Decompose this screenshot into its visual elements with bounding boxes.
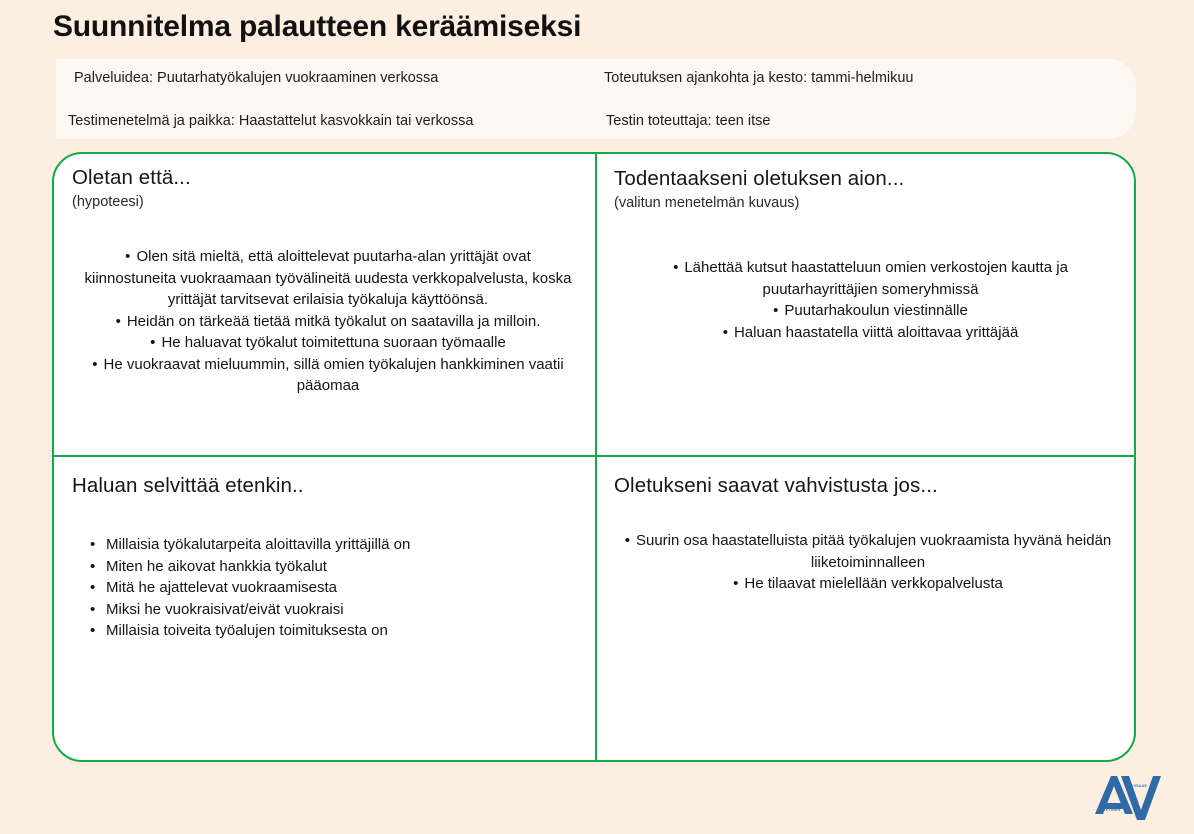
method-list (618, 257, 1123, 343)
list-item-text: Miksi he vuokraisivat/eivät vuokraisi (106, 600, 344, 618)
quadrant-hypothesis[interactable] (54, 154, 595, 455)
quadrant-questions[interactable] (54, 456, 595, 760)
bullet-icon: • (90, 600, 96, 618)
quadrant-validation-body (618, 530, 1118, 595)
list-item-text: Mitä he ajattelevat vuokraamisesta (106, 579, 337, 596)
list-item-text: Puutarhakoulun viestinnälle (784, 302, 968, 319)
bullet-icon: • (773, 302, 779, 319)
list-item-text: Millaisia toiveita työalujen toimituksesta on (106, 622, 388, 639)
quadrant-questions-heading: Haluan selvittää etenkin.. (72, 474, 304, 497)
list-item (618, 573, 1118, 595)
bullet-icon: • (624, 532, 630, 549)
bullet-icon: • (722, 323, 728, 341)
info-method-place: Testimenetelmä ja paikka: Haastattelut kasvokkain tai verkossa (68, 113, 474, 129)
hypothesis-list (78, 246, 578, 397)
brand-logo (1091, 770, 1165, 822)
quadrant-hypothesis-subheading: (hypoteesi) (72, 194, 144, 210)
bullet-icon: • (115, 312, 121, 330)
quadrant-method[interactable] (596, 154, 1136, 455)
quadrant-method-header (614, 167, 904, 211)
list-item (78, 354, 578, 397)
list-item-text: He haluavat työkalut toimitettuna suoraan työmaalle (161, 334, 506, 351)
list-item-text: Suurin osa haastatelluista pitää työkalujen vuokraamista hyvänä heidän liiketoiminnalleen (635, 532, 1112, 571)
quadrant-validation-heading: Oletukseni saavat vahvistusta jos... (614, 474, 938, 497)
list-item (78, 311, 578, 333)
quadrant-method-subheading: (valitun menetelmän kuvaus) (614, 195, 800, 211)
bullet-icon: • (150, 334, 156, 351)
list-item (78, 246, 578, 311)
bullet-icon: • (90, 579, 96, 596)
quadrant-validation-header (614, 474, 938, 498)
logo-caption-left: ARKTINEN (1100, 808, 1121, 812)
bullet-icon: • (733, 575, 739, 592)
questions-list (84, 534, 574, 642)
list-item (618, 300, 1123, 322)
quadrant-method-body (618, 257, 1123, 343)
list-item (84, 620, 574, 642)
list-item (84, 577, 574, 599)
quadrant-hypothesis-body (78, 246, 578, 397)
list-item-text: Millaisia työkalutarpeita aloittavilla yrittäjillä on (106, 536, 411, 553)
bullet-icon: • (90, 557, 96, 575)
quadrant-hypothesis-header (72, 166, 191, 210)
quadrant-method-heading: Todentaakseni oletuksen aion... (614, 167, 905, 190)
bullet-icon: • (90, 536, 96, 553)
bullet-icon: • (125, 248, 131, 265)
list-item (84, 599, 574, 621)
list-item (78, 332, 578, 354)
info-executor: Testin toteuttaja: teen itse (606, 113, 771, 129)
canvas-grid (52, 152, 1136, 762)
logo-caption-right: VIISAUS (1131, 784, 1148, 788)
list-item-text: Lähettää kutsut haastatteluun omien verkostojen kautta ja puutarhayrittäjien someryhmissä (684, 259, 1068, 298)
quadrant-hypothesis-heading: Oletan että... (72, 166, 191, 189)
list-item-text: Heidän on tärkeää tietää mitkä työkalut on saatavilla ja milloin. (126, 312, 541, 330)
list-item (618, 530, 1118, 573)
bullet-icon: • (90, 622, 96, 639)
list-item-text: Haluan haastatella viittä aloittavaa yrittäjää (733, 323, 1019, 341)
list-item-text: Miten he aikovat hankkia työkalut (106, 557, 327, 575)
quadrant-questions-header (72, 474, 304, 498)
info-schedule: Toteutuksen ajankohta ja kesto: tammi-helmikuu (604, 70, 914, 86)
list-item (618, 322, 1123, 344)
list-item (618, 257, 1123, 300)
page-title: Suunnitelma palautteen keräämiseksi (53, 10, 582, 43)
list-item (84, 534, 574, 556)
quadrant-questions-body (84, 534, 574, 642)
info-service-idea: Palveluidea: Puutarhatyökalujen vuokraaminen verkossa (74, 70, 439, 86)
av-monogram-icon (1091, 770, 1165, 822)
info-bar (56, 59, 1136, 139)
bullet-icon: • (92, 355, 98, 373)
validation-list (618, 530, 1118, 595)
list-item-text: He vuokraavat mieluummin, sillä omien työkalujen hankkiminen vaatii pääomaa (103, 355, 564, 394)
list-item (84, 556, 574, 578)
list-item-text: He tilaavat mielellään verkkopalvelusta (744, 575, 1003, 592)
bullet-icon: • (673, 259, 679, 276)
quadrant-validation[interactable] (596, 456, 1136, 760)
list-item-text: Olen sitä mieltä, että aloittelevat puutarha-alan yrittäjät ovat kiinnostuneita vuokraamaan työvälineitä uudesta verkkopalvelusta, koska yrittäjät tarvitsevat erilaisia työkaluja käyttöönsä. (84, 248, 572, 308)
